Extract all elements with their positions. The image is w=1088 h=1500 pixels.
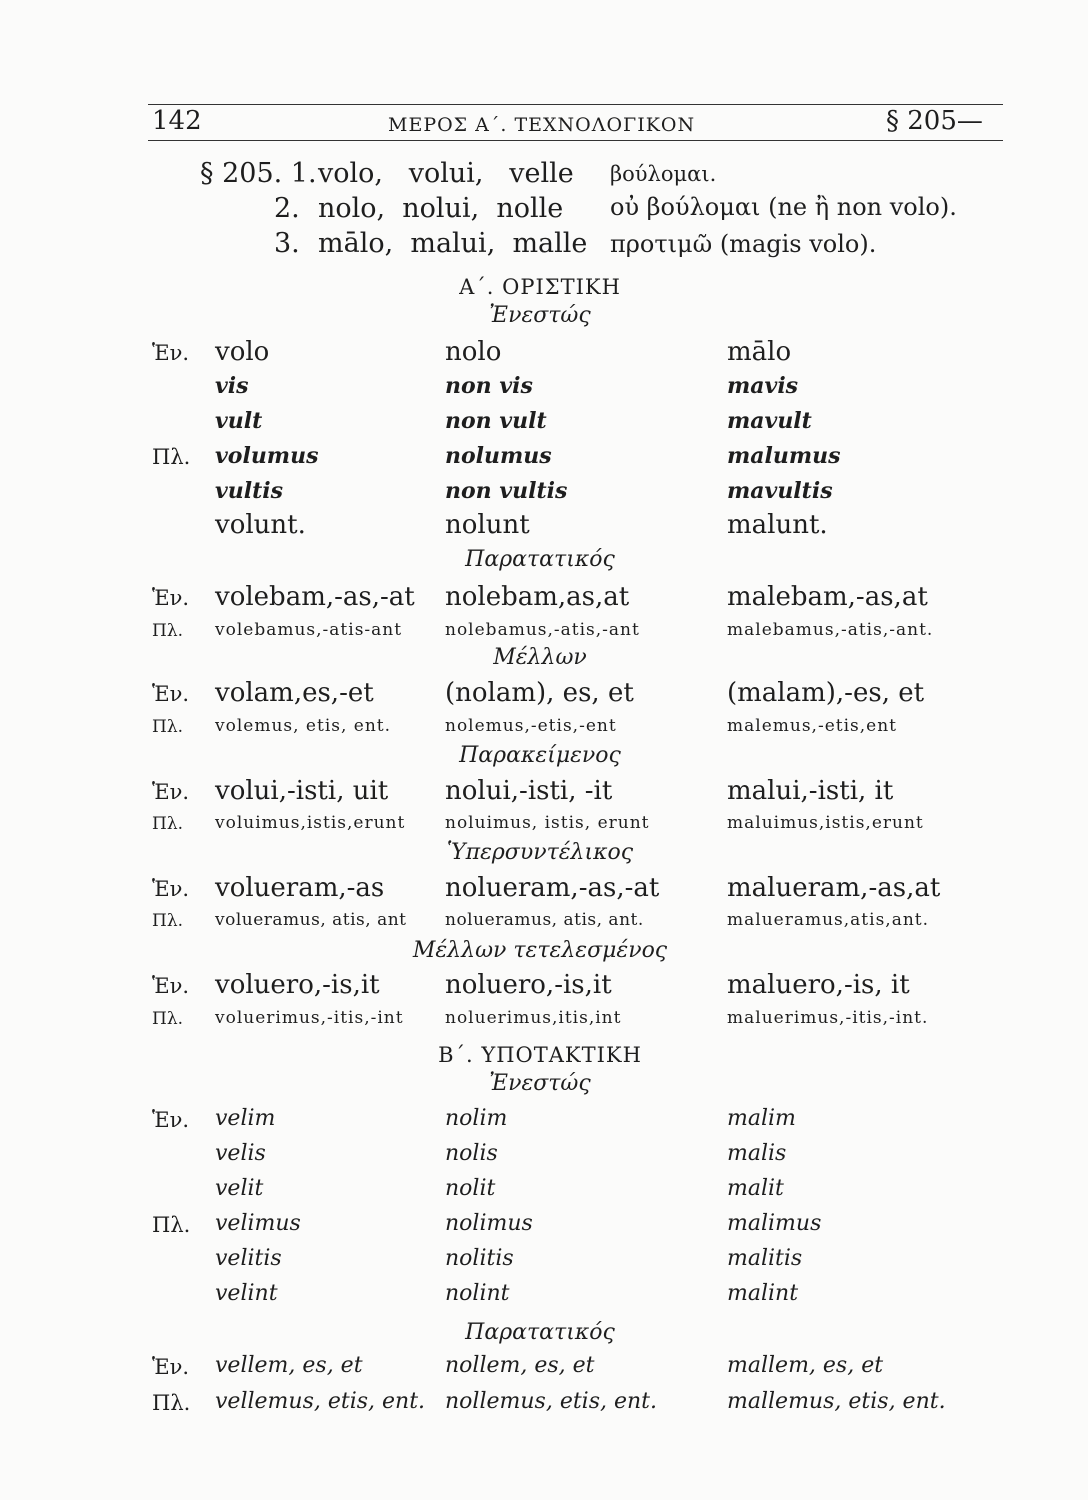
number-label: Ἑν. — [152, 341, 190, 365]
form-nolo: non vultis — [445, 478, 568, 504]
intro-forms: nolo, nolui, nolle — [318, 193, 564, 224]
intro-forms: volo, volui, velle — [318, 158, 574, 189]
form-volo: volumus — [215, 443, 319, 469]
number-label: Ἑν. — [152, 974, 190, 998]
form-malo: (malam),-es, et — [727, 678, 925, 708]
form-volo: voluero,-is,it — [215, 970, 380, 1000]
form-malo: malimus — [727, 1211, 822, 1236]
number-label: Ἑν. — [152, 586, 190, 610]
form-malo: mavult — [727, 408, 812, 434]
conjugation-row — [0, 1176, 1088, 1210]
form-malo: malitis — [727, 1246, 803, 1271]
number-label: Πλ. — [152, 621, 184, 641]
conjugation-row — [0, 337, 1088, 371]
form-volo: velis — [215, 1141, 266, 1166]
form-malo: malit — [727, 1176, 784, 1201]
number-label: Ἑν. — [152, 1108, 190, 1132]
intro-number: § 205. 1. — [200, 158, 317, 189]
conjugation-row — [0, 582, 1088, 616]
conjugation-row — [0, 678, 1088, 712]
form-nolo: nolim — [445, 1106, 508, 1131]
form-nolo: nolis — [445, 1141, 498, 1166]
conjugation-row — [0, 443, 1088, 477]
form-nolo: nolebamus,-atis,-ant — [445, 620, 640, 640]
number-label: Ἑν. — [152, 877, 190, 901]
tense-title-perfect: Παρακείμενος — [459, 743, 621, 768]
conjugation-row — [0, 1211, 1088, 1245]
number-label: Ἑν. — [152, 780, 190, 804]
intro-gloss: οὐ βούλομαι (ne ἢ non volo). — [610, 193, 957, 221]
tense-title-present: Ἐνεστώς — [489, 303, 591, 328]
form-malo: malint — [727, 1281, 799, 1306]
form-malo: malemus,-etis,ent — [727, 716, 897, 736]
form-nolo: nolumus — [445, 443, 552, 469]
conjugation-row — [0, 1246, 1088, 1280]
form-nolo: noluerimus,itis,int — [445, 1008, 622, 1028]
form-malo: malueramus,atis,ant. — [727, 910, 930, 930]
form-nolo: nollemus, etis, ent. — [445, 1389, 658, 1414]
number-label: Ἑν. — [152, 682, 190, 706]
form-nolo: (nolam), es, et — [445, 678, 634, 708]
form-volo: volunt. — [215, 510, 306, 540]
conjugation-row — [0, 1106, 1088, 1140]
number-label: Πλ. — [152, 1213, 191, 1237]
form-malo: mālo — [727, 337, 792, 367]
conjugation-row — [0, 1389, 1088, 1423]
form-nolo: non vis — [445, 373, 533, 399]
form-nolo: nolueramus, atis, ant. — [445, 910, 644, 930]
header-bottom-rule — [148, 140, 1003, 141]
form-nolo: nolemus,-etis,-ent — [445, 716, 617, 736]
number-label: Πλ. — [152, 814, 184, 834]
tense-title-imperfect: Παρατατικός — [465, 547, 615, 572]
form-malo: maluero,-is, it — [727, 970, 910, 1000]
conjugation-row — [0, 1281, 1088, 1315]
form-volo: volebamus,-atis-ant — [215, 620, 403, 640]
form-nolo: nolit — [445, 1176, 496, 1201]
form-volo: volemus, etis, ent. — [215, 716, 392, 736]
conjugation-row — [0, 1353, 1088, 1387]
number-label: Ἑν. — [152, 1355, 190, 1379]
form-volo: velim — [215, 1106, 276, 1131]
conjugation-row — [0, 373, 1088, 407]
header-top-rule — [148, 104, 1003, 105]
tense-title-future-perfect: Μέλλων τετελεσμένος — [412, 938, 668, 963]
intro-number: 3. — [274, 228, 300, 259]
form-malo: maluerimus,-itis,-int. — [727, 1008, 929, 1028]
form-volo: voluimus,istis,erunt — [215, 813, 406, 833]
form-nolo: nolui,-isti, -it — [445, 776, 613, 806]
form-volo: velint — [215, 1281, 278, 1306]
number-label: Πλ. — [152, 717, 184, 737]
section-title-indicative: Α΄. ΟΡΙΣΤΙΚΗ — [459, 275, 621, 299]
form-malo: malumus — [727, 443, 841, 469]
form-nolo: nolint — [445, 1281, 510, 1306]
tense-title-imperfect: Παρατατικός — [465, 1320, 615, 1345]
form-volo: volam,es,-et — [215, 678, 374, 708]
tense-title-future: Μέλλων — [493, 645, 587, 670]
form-nolo: nolebam,as,at — [445, 582, 630, 612]
number-label: Πλ. — [152, 911, 184, 931]
number-label: Πλ. — [152, 1391, 191, 1415]
conjugation-row — [0, 1008, 1088, 1042]
form-volo: velimus — [215, 1211, 301, 1236]
form-nolo: nollem, es, et — [445, 1353, 595, 1378]
form-nolo: nolo — [445, 337, 502, 367]
section-reference: § 205— — [886, 106, 983, 136]
conjugation-row — [0, 478, 1088, 512]
form-nolo: non vult — [445, 408, 547, 434]
form-volo: volo — [215, 337, 270, 367]
form-volo: velit — [215, 1176, 264, 1201]
form-volo: velitis — [215, 1246, 282, 1271]
form-nolo: noluero,-is,it — [445, 970, 612, 1000]
number-label: Πλ. — [152, 1009, 184, 1029]
form-malo: maluimus,istis,erunt — [727, 813, 924, 833]
form-malo: malebam,-as,at — [727, 582, 928, 612]
form-volo: volueramus, atis, ant — [215, 910, 407, 930]
form-nolo: nolunt — [445, 510, 530, 540]
form-malo: mavis — [727, 373, 799, 399]
conjugation-row — [0, 510, 1088, 544]
form-volo: vellem, es, et — [215, 1353, 363, 1378]
intro-gloss: προτιμῶ (magis volo). — [610, 230, 877, 258]
form-nolo: nolitis — [445, 1246, 514, 1271]
form-malo: mallemus, etis, ent. — [727, 1389, 946, 1414]
form-nolo: noluimus, istis, erunt — [445, 813, 650, 833]
running-title: ΜΕΡΟΣ Α΄. ΤΕΧΝΟΛΟΓΙΚΟΝ — [388, 114, 696, 136]
form-volo: volui,-isti, uit — [215, 776, 389, 806]
form-volo: vis — [215, 373, 249, 399]
form-malo: malis — [727, 1141, 787, 1166]
form-malo: mallem, es, et — [727, 1353, 884, 1378]
form-volo: voluerimus,-itis,-int — [215, 1008, 404, 1028]
form-malo: malebamus,-atis,-ant. — [727, 620, 934, 640]
form-malo: malim — [727, 1106, 796, 1131]
form-volo: vellemus, etis, ent. — [215, 1389, 426, 1414]
intro-gloss: βούλομαι. — [610, 162, 717, 186]
tense-title-present: Ἐνεστώς — [489, 1071, 591, 1096]
form-volo: vultis — [215, 478, 284, 504]
intro-forms: mālo, malui, malle — [318, 228, 588, 259]
form-volo: vult — [215, 408, 263, 434]
number-label: Πλ. — [152, 445, 191, 469]
intro-number: 2. — [274, 193, 300, 224]
conjugation-row — [0, 970, 1088, 1004]
section-title-subjunctive: Β΄. ΥΠΟΤΑΚΤΙΚΗ — [438, 1043, 642, 1067]
form-nolo: nolueram,-as,-at — [445, 873, 660, 903]
form-volo: volueram,-as — [215, 873, 385, 903]
tense-title-pluperfect: Ὑπερσυντέλικος — [446, 840, 634, 865]
conjugation-row — [0, 873, 1088, 907]
conjugation-row — [0, 1141, 1088, 1175]
form-malo: malunt. — [727, 510, 828, 540]
form-malo: malueram,-as,at — [727, 873, 941, 903]
form-volo: volebam,-as,-at — [215, 582, 415, 612]
form-malo: malui,-isti, it — [727, 776, 894, 806]
page-number: 142 — [152, 106, 202, 136]
form-nolo: nolimus — [445, 1211, 533, 1236]
form-malo: mavultis — [727, 478, 833, 504]
conjugation-row — [0, 776, 1088, 810]
conjugation-row — [0, 408, 1088, 442]
